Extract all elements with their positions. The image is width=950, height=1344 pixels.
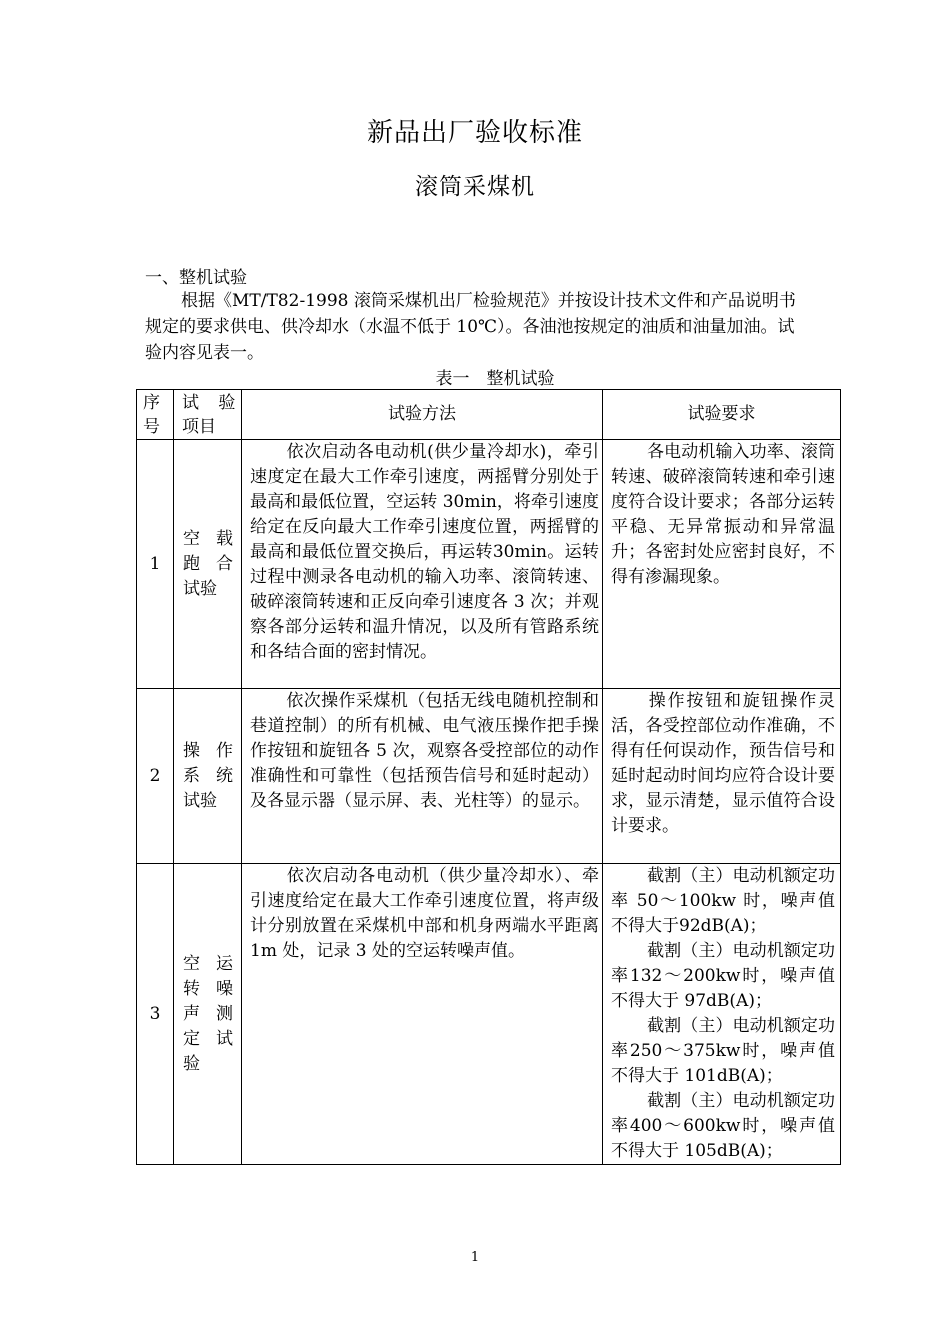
row-test-item <box>174 864 242 1165</box>
row-test-item-line: 操 作 <box>183 740 233 761</box>
row-test-item-line: 系 统 <box>183 765 233 786</box>
row-test-item <box>174 689 242 864</box>
requirement-item-text: 截割（主）电动机额定功率132～200kw时，噪声值不得大于 97dB(A)； <box>611 941 835 1011</box>
row-test-method <box>242 689 603 864</box>
header-number-line2: 号 <box>143 416 160 437</box>
header-number <box>137 390 174 440</box>
header-number-line1: 序 <box>143 392 160 413</box>
header-test-item <box>174 390 242 440</box>
table-row <box>137 440 841 689</box>
page-subtitle: 滚筒采煤机 <box>415 174 535 200</box>
row-test-method-text: 依次启动各电动机(供少量冷却水)，牵引速度定在最大工作牵引速度，两摇臂分别处于最高和最低位置，空运转 30min，将牵引速度给定在反向最大工作牵引速度位置，两摇臂的最高和最低位置交换后，再运转30min。运转过程中测录各电动机的输入功率、滚筒转速、破碎滚筒转速和正反向牵引速度各 3 次；并观察各部分运转和温升情况，以及所有管路系统和各结合面的密封情况。 <box>250 442 599 662</box>
row-test-method-text: 依次操作采煤机（包括无线电随机控制和巷道控制）的所有机械、电气液压操作把手操作按钮和旋钮各 5 次，观察各受控部位的动作准确性和可靠性（包括预告信号和延时起动）及各显示器（显示屏、表、光柱等）的显示。 <box>250 691 599 811</box>
section-heading: 一、整机试验 <box>145 268 247 288</box>
page-number: 1 <box>470 1250 480 1265</box>
row-test-item-line: 空 运 <box>183 953 233 974</box>
row-test-requirement <box>603 689 841 864</box>
row-test-method <box>242 864 603 1165</box>
row-number: 2 <box>137 689 174 864</box>
row-test-method-text: 依次启动各电动机（供少量冷却水）、牵引速度给定在最大工作牵引速度位置，将声级计分别放置在采煤机中部和机身两端水平距离1m 处，记录 3 处的空运转噪声值。 <box>250 866 599 961</box>
row-number: 3 <box>137 864 174 1165</box>
intro-paragraph <box>145 288 810 366</box>
requirement-item <box>611 939 835 1014</box>
requirement-item <box>611 1014 835 1089</box>
requirement-item <box>611 1089 835 1164</box>
intro-paragraph-text: 根据《MT/T82-1998 滚筒采煤机出厂检验规范》并按设计技术文件和产品说明书规定的要求供电、供冷却水（水温不低于 10℃）。各油池按规定的油质和油量加油。试验内容见表一。 <box>145 291 796 363</box>
header-test-item-line1: 试 验 <box>182 392 236 413</box>
row-test-requirement-text: 操作按钮和旋钮操作灵活，各受控部位动作准确，不得有任何误动作，预告信号和延时起动时间均应符合设计要求，显示清楚，显示值符合设计要求。 <box>611 691 835 836</box>
header-test-item-line2: 项目 <box>182 416 216 437</box>
table-caption: 表一 整机试验 <box>435 369 555 389</box>
row-test-item <box>174 440 242 689</box>
row-test-item-line: 跑 合 <box>183 553 233 574</box>
row-number: 1 <box>137 440 174 689</box>
row-test-requirement <box>603 864 841 1165</box>
header-test-requirement: 试验要求 <box>603 390 841 440</box>
row-test-item-line: 定 试 <box>183 1028 233 1049</box>
header-test-method: 试验方法 <box>242 390 603 440</box>
requirement-item <box>611 864 835 939</box>
row-test-item-line: 声 测 <box>183 1003 233 1024</box>
table-row <box>137 689 841 864</box>
table-header-row <box>137 390 841 440</box>
row-test-item-line: 转 噪 <box>183 978 233 999</box>
requirement-item-text: 截割（主）电动机额定功率250～375kw时，噪声值不得大于 101dB(A)； <box>611 1016 835 1086</box>
requirement-item-text: 截割（主）电动机额定功率400～600kw时，噪声值不得大于 105dB(A)； <box>611 1091 835 1161</box>
row-test-item-line: 试验 <box>183 578 217 599</box>
table-row <box>137 864 841 1165</box>
row-test-item-line: 验 <box>183 1053 200 1074</box>
row-test-requirement-text: 各电动机输入功率、滚筒转速、破碎滚筒转速和牵引速度符合设计要求；各部分运转平稳、无异常振动和异常温升；各密封处应密封良好，不得有渗漏现象。 <box>611 442 835 587</box>
row-test-requirement <box>603 440 841 689</box>
row-test-item-line: 空 载 <box>183 528 233 549</box>
test-table <box>136 389 841 1165</box>
row-test-method <box>242 440 603 689</box>
row-test-item-line: 试验 <box>183 790 217 811</box>
requirement-item-text: 截割（主）电动机额定功率 50～100kw 时，噪声值不得大于92dB(A)； <box>611 866 835 936</box>
page-title: 新品出厂验收标准 <box>366 118 583 148</box>
